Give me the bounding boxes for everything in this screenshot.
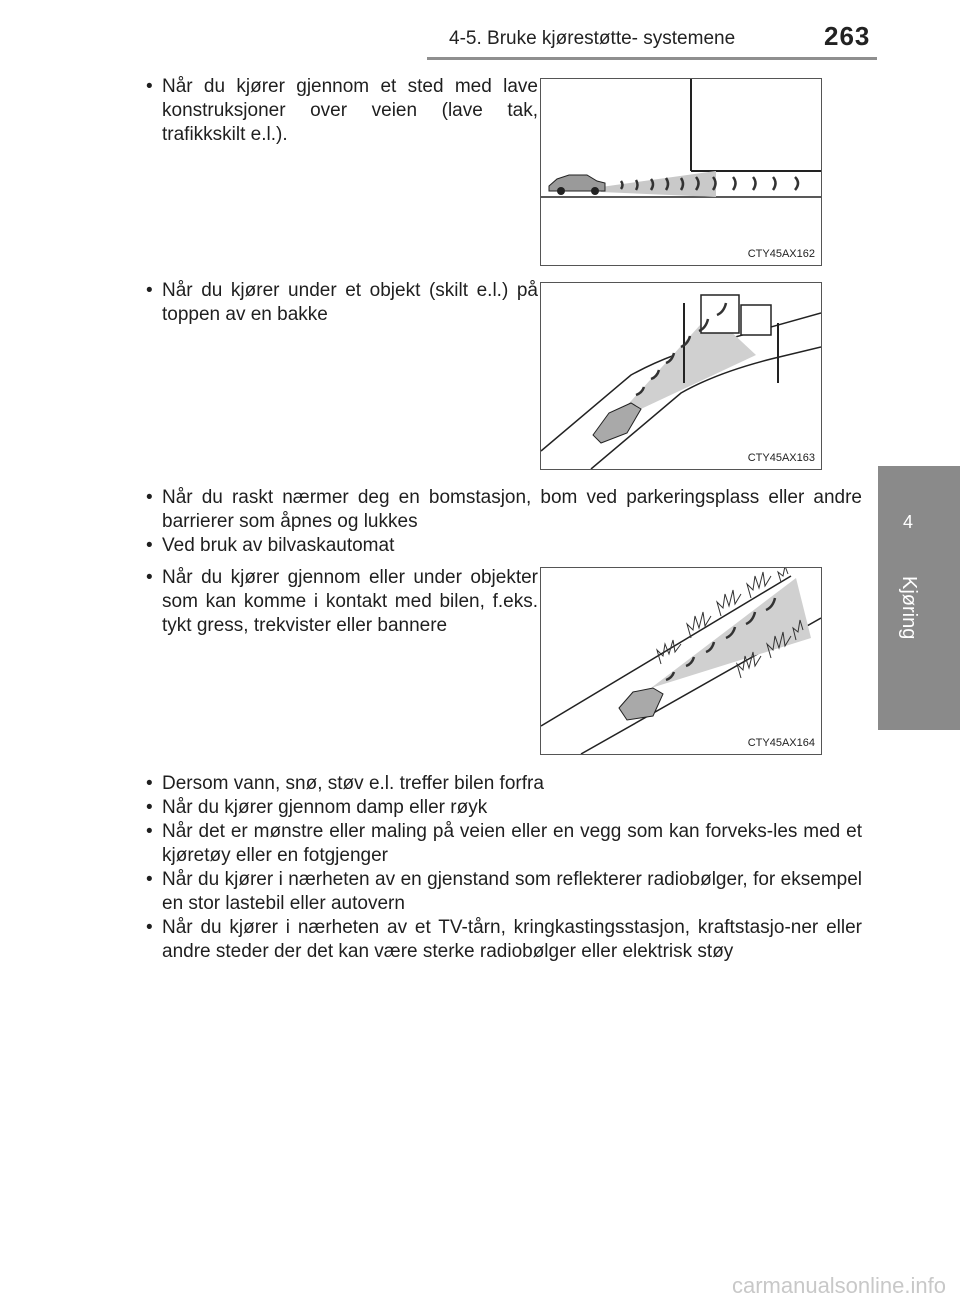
page-number: 263: [824, 21, 871, 51]
chapter-label: Kjøring: [898, 576, 920, 640]
section-title: 4-5. Bruke kjørestøtte- systemene: [449, 28, 736, 49]
list-item: • Når du kjører i nærheten av et TV-tårn, kringkastingsstasjon, kraftstasjo-ner eller andre steder der det kan være sterke radiobølger eller elektrisk støy: [140, 916, 862, 964]
chapter-number: 4: [902, 512, 913, 532]
figure-code: CTY45AX164: [747, 737, 815, 749]
illustration-thick-grass: [540, 567, 822, 755]
header-divider: [427, 57, 877, 60]
list-item: • Når du kjører gjennom et sted med lave konstruksjoner over veien (lave tak, trafikkskilt e.l.).: [140, 75, 538, 147]
figure-code: CTY45AX163: [747, 452, 815, 464]
list-item: • Når du kjører gjennom damp eller røyk: [140, 796, 862, 820]
illustration-hill-sign: [540, 282, 822, 470]
watermark: carmanualsonline.info: [731, 1273, 946, 1298]
list-item: • Ved bruk av bilvaskautomat: [140, 534, 862, 558]
illustration-low-overhead: [540, 78, 822, 266]
figure-code: CTY45AX162: [747, 248, 815, 260]
list-item: • Når du kjører under et objekt (skilt e.l.) på toppen av en bakke: [140, 279, 538, 327]
list-item: • Når du raskt nærmer deg en bomstasjon, bom ved parkeringsplass eller andre barrierer som åpnes og lukkes: [140, 486, 862, 534]
list-item: • Når du kjører gjennom eller under objekter som kan komme i kontakt med bilen, f.eks. tykt gress, trekvister eller bannere: [140, 566, 538, 638]
chapter-tab: [878, 466, 960, 730]
list-item: • Når det er mønstre eller maling på veien eller en vegg som kan forveks-les med et kjøretøy eller en fotgjenger: [140, 820, 862, 868]
list-item: • Når du kjører i nærheten av en gjenstand som reflekterer radiobølger, for eksempel en stor lastebil eller autovern: [140, 868, 862, 916]
list-item: • Dersom vann, snø, støv e.l. treffer bilen forfra: [140, 772, 862, 796]
